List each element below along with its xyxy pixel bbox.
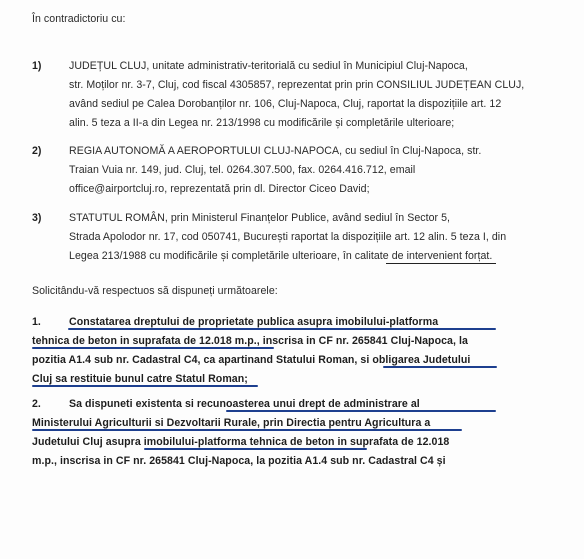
highlight-underline-2b	[32, 429, 462, 431]
party-3-number: 3)	[32, 212, 42, 224]
party-1-line-4: alin. 5 teza a II-a din Legea nr. 213/1998 cu modificările și completările ulterioare;	[69, 117, 455, 129]
highlight-underline-1b	[32, 347, 274, 349]
request-1-line-4: Cluj sa restituie bunul catre Statul Roman;	[32, 373, 248, 385]
party-3-line-2: Strada Apolodor nr. 17, cod 050741, București raportat la dispozițiile art. 12 alin. 5 teza I, din	[69, 231, 507, 243]
request-1-line-1: Constatarea dreptului de proprietate publica asupra imobilului-platforma	[69, 316, 439, 328]
highlight-underline-2a	[226, 410, 496, 412]
party-2-line-2: Traian Vuia nr. 149, jud. Cluj, tel. 0264.307.500, fax. 0264.416.712, email	[69, 164, 416, 176]
request-intro: Solicitându-vă respectuos să dispuneți următoarele:	[32, 285, 278, 297]
party-2-line-3: office@airportcluj.ro, reprezentată prin dl. Director Ciceo David;	[69, 183, 370, 195]
party-1-line-1: JUDEȚUL CLUJ, unitate administrativ-teritorială cu sediul în Municipiul Cluj-Napoca,	[69, 60, 468, 72]
request-2-line-3: Judetului Cluj asupra imobilului-platforma tehnica de beton in suprafata de 12.018	[32, 436, 450, 448]
party-1-line-2: str. Moților nr. 3-7, Cluj, cod fiscal 4305857, reprezentat prin prin CONSILIUL JUDEȚEAN CLUJ,	[69, 79, 525, 91]
highlight-underline-1c	[383, 366, 497, 368]
request-1-line-2: tehnica de beton in suprafata de 12.018 m.p., inscrisa in CF nr. 265841 Cluj-Napoca, la	[32, 335, 468, 347]
intervenient-underline	[386, 263, 496, 264]
party-3-line-3: Legea 213/1988 cu modificările și completările ulterioare, în calitate de intervenient forțat.	[69, 250, 493, 262]
intro-text: În contradictoriu cu:	[32, 13, 126, 25]
party-1-number: 1)	[32, 60, 42, 72]
highlight-underline-1d	[32, 385, 258, 387]
request-2-line-1: Sa dispuneti existenta si recunoasterea unui drept de administrare al	[69, 398, 420, 410]
request-2-number: 2.	[32, 398, 41, 410]
highlight-underline-2c	[144, 448, 367, 450]
party-1-line-3: având sediul pe Calea Dorobanților nr. 106, Cluj-Napoca, Cluj, raportat la dispozițiile art. 12	[69, 98, 502, 110]
party-2-number: 2)	[32, 145, 42, 157]
highlight-underline-1a	[68, 328, 496, 330]
request-1-line-3: pozitia A1.4 sub nr. Cadastral C4, ca apartinand Statului Roman, si obligarea Judetului	[32, 354, 471, 366]
request-2-line-4: m.p., inscrisa in CF nr. 265841 Cluj-Napoca, la pozitia A1.4 sub nr. Cadastral C4 și	[32, 455, 446, 467]
request-2-line-2: Ministerului Agriculturii si Dezvoltarii Rurale, prin Directia pentru Agricultura a	[32, 417, 431, 429]
party-3-line-1: STATUTUL ROMÂN, prin Ministerul Finanțelor Publice, având sediul în Sector 5,	[69, 212, 451, 224]
party-2-line-1: REGIA AUTONOMĂ A AEROPORTULUI CLUJ-NAPOCA, cu sediul în Cluj-Napoca, str.	[69, 145, 482, 157]
request-1-number: 1.	[32, 316, 41, 328]
